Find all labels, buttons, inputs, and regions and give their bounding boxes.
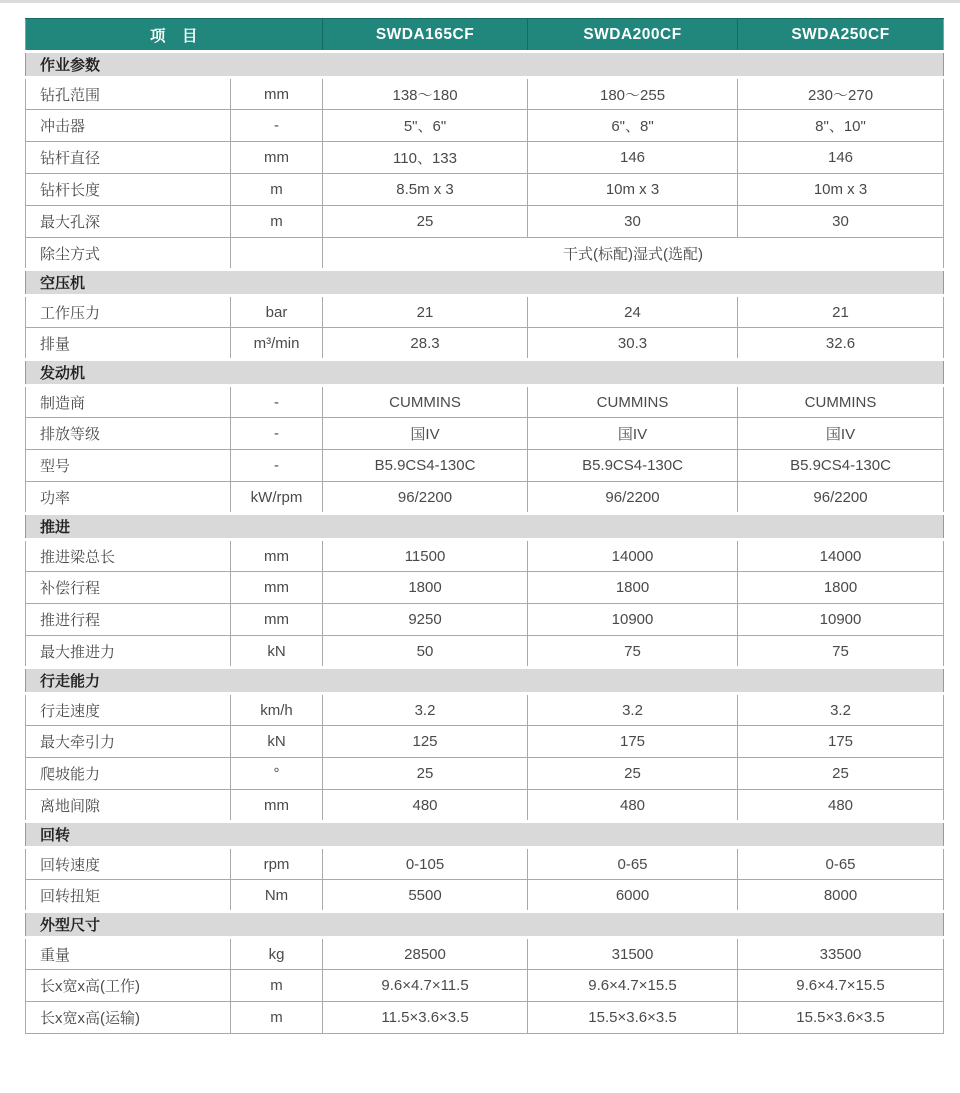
- spec-row: [26, 238, 944, 270]
- spec-value-model-1: 1800: [323, 572, 528, 604]
- spec-item-name: 行走速度: [26, 694, 231, 726]
- spec-value-model-2: 3.2: [528, 694, 738, 726]
- spec-value-model-3: 75: [738, 636, 944, 668]
- spec-unit: -: [231, 110, 323, 142]
- spec-value-model-3: 10900: [738, 604, 944, 636]
- spec-value-model-1: 96/2200: [323, 482, 528, 514]
- spec-value-model-1: 国IV: [323, 418, 528, 450]
- spec-item-name: 离地间隙: [26, 790, 231, 822]
- spec-unit: mm: [231, 142, 323, 174]
- spec-value-model-3: 21: [738, 296, 944, 328]
- header-row: [26, 19, 944, 52]
- spec-value-model-3: 25: [738, 758, 944, 790]
- spec-value-model-1: 9250: [323, 604, 528, 636]
- section-header-row: [26, 514, 944, 540]
- spec-unit: mm: [231, 790, 323, 822]
- spec-value-model-3: 15.5×3.6×3.5: [738, 1002, 944, 1034]
- spec-value-model-2: 0-65: [528, 848, 738, 880]
- spec-value-model-3: 8"、10": [738, 110, 944, 142]
- spec-row: [26, 296, 944, 328]
- spec-value-model-3: 14000: [738, 540, 944, 572]
- spec-value-model-1: 5"、6": [323, 110, 528, 142]
- spec-value-model-2: 180～255: [528, 78, 738, 110]
- spec-unit: m: [231, 174, 323, 206]
- spec-row: [26, 790, 944, 822]
- section-header-row: [26, 912, 944, 938]
- spec-row: [26, 970, 944, 1002]
- section-header-row: [26, 668, 944, 694]
- spec-unit: -: [231, 450, 323, 482]
- spec-unit: mm: [231, 540, 323, 572]
- spec-item-name: 钻杆长度: [26, 174, 231, 206]
- spec-row: [26, 174, 944, 206]
- spec-item-name: 推进行程: [26, 604, 231, 636]
- spec-value-model-3: 30: [738, 206, 944, 238]
- section-header-row: [26, 52, 944, 78]
- section-title: 回转: [26, 822, 944, 848]
- spec-item-name: 补偿行程: [26, 572, 231, 604]
- spec-unit: [231, 238, 323, 270]
- spec-unit: kW/rpm: [231, 482, 323, 514]
- section-title: 推进: [26, 514, 944, 540]
- spec-unit: -: [231, 418, 323, 450]
- spec-value-model-2: 25: [528, 758, 738, 790]
- spec-row: [26, 848, 944, 880]
- spec-unit: kN: [231, 636, 323, 668]
- spec-value-model-1: 110、133: [323, 142, 528, 174]
- section-title: 作业参数: [26, 52, 944, 78]
- spec-value-model-2: 1800: [528, 572, 738, 604]
- column-header-model-1: SWDA165CF: [323, 19, 528, 52]
- spec-value-model-2: 6000: [528, 880, 738, 912]
- spec-unit: m: [231, 206, 323, 238]
- spec-item-name: 排量: [26, 328, 231, 360]
- spec-row: [26, 328, 944, 360]
- spec-value-model-3: 175: [738, 726, 944, 758]
- spec-row: [26, 694, 944, 726]
- spec-unit: m³/min: [231, 328, 323, 360]
- spec-item-name: 钻杆直径: [26, 142, 231, 174]
- spec-value-model-1: 125: [323, 726, 528, 758]
- spec-row: [26, 938, 944, 970]
- spec-item-name: 功率: [26, 482, 231, 514]
- spec-value-model-2: 国IV: [528, 418, 738, 450]
- spec-value-span: 干式(标配)湿式(选配): [323, 238, 944, 270]
- spec-value-model-3: 国IV: [738, 418, 944, 450]
- spec-value-model-2: 175: [528, 726, 738, 758]
- spec-unit: Nm: [231, 880, 323, 912]
- spec-value-model-2: 146: [528, 142, 738, 174]
- spec-value-model-3: 230～270: [738, 78, 944, 110]
- spec-row: [26, 78, 944, 110]
- spec-row: [26, 1002, 944, 1034]
- spec-unit: kN: [231, 726, 323, 758]
- spec-item-name: 除尘方式: [26, 238, 231, 270]
- section-title: 行走能力: [26, 668, 944, 694]
- spec-table-header: [26, 19, 944, 52]
- spec-item-name: 钻孔范围: [26, 78, 231, 110]
- spec-unit: °: [231, 758, 323, 790]
- spec-value-model-1: 0-105: [323, 848, 528, 880]
- spec-value-model-1: 11.5×3.6×3.5: [323, 1002, 528, 1034]
- spec-item-name: 最大推进力: [26, 636, 231, 668]
- spec-value-model-3: 0-65: [738, 848, 944, 880]
- spec-unit: mm: [231, 78, 323, 110]
- spec-item-name: 冲击器: [26, 110, 231, 142]
- spec-row: [26, 758, 944, 790]
- spec-item-name: 制造商: [26, 386, 231, 418]
- spec-value-model-3: 96/2200: [738, 482, 944, 514]
- spec-value-model-3: 8000: [738, 880, 944, 912]
- spec-unit: m: [231, 970, 323, 1002]
- spec-row: [26, 206, 944, 238]
- spec-value-model-3: 32.6: [738, 328, 944, 360]
- spec-unit: bar: [231, 296, 323, 328]
- spec-value-model-3: 9.6×4.7×15.5: [738, 970, 944, 1002]
- spec-table: [25, 18, 944, 1034]
- spec-value-model-1: 28.3: [323, 328, 528, 360]
- spec-item-name: 型号: [26, 450, 231, 482]
- spec-value-model-3: 480: [738, 790, 944, 822]
- spec-item-name: 回转扭矩: [26, 880, 231, 912]
- spec-value-model-3: 146: [738, 142, 944, 174]
- spec-item-name: 爬坡能力: [26, 758, 231, 790]
- spec-unit: mm: [231, 604, 323, 636]
- spec-item-name: 长x宽x高(工作): [26, 970, 231, 1002]
- spec-item-name: 排放等级: [26, 418, 231, 450]
- spec-row: [26, 142, 944, 174]
- spec-row: [26, 572, 944, 604]
- spec-value-model-2: 96/2200: [528, 482, 738, 514]
- spec-value-model-2: 10900: [528, 604, 738, 636]
- spec-item-name: 推进梁总长: [26, 540, 231, 572]
- spec-row: [26, 450, 944, 482]
- spec-value-model-2: 31500: [528, 938, 738, 970]
- spec-row: [26, 418, 944, 450]
- spec-value-model-1: 3.2: [323, 694, 528, 726]
- spec-row: [26, 540, 944, 572]
- spec-row: [26, 386, 944, 418]
- spec-value-model-2: 15.5×3.6×3.5: [528, 1002, 738, 1034]
- spec-value-model-1: 11500: [323, 540, 528, 572]
- section-title: 发动机: [26, 360, 944, 386]
- section-title: 空压机: [26, 270, 944, 296]
- section-title: 外型尺寸: [26, 912, 944, 938]
- spec-value-model-3: 1800: [738, 572, 944, 604]
- spec-value-model-2: 9.6×4.7×15.5: [528, 970, 738, 1002]
- spec-unit: mm: [231, 572, 323, 604]
- spec-row: [26, 880, 944, 912]
- spec-row: [26, 636, 944, 668]
- spec-value-model-3: CUMMINS: [738, 386, 944, 418]
- column-header-model-2: SWDA200CF: [528, 19, 738, 52]
- spec-value-model-1: 9.6×4.7×11.5: [323, 970, 528, 1002]
- spec-item-name: 最大孔深: [26, 206, 231, 238]
- spec-value-model-1: B5.9CS4-130C: [323, 450, 528, 482]
- spec-value-model-1: 25: [323, 758, 528, 790]
- spec-item-name: 长x宽x高(运输): [26, 1002, 231, 1034]
- spec-item-name: 回转速度: [26, 848, 231, 880]
- spec-unit: -: [231, 386, 323, 418]
- spec-unit: kg: [231, 938, 323, 970]
- spec-item-name: 重量: [26, 938, 231, 970]
- spec-unit: m: [231, 1002, 323, 1034]
- column-header-model-3: SWDA250CF: [738, 19, 944, 52]
- spec-table-body: [26, 52, 944, 1034]
- spec-row: [26, 482, 944, 514]
- spec-value-model-2: 6"、8": [528, 110, 738, 142]
- spec-value-model-2: CUMMINS: [528, 386, 738, 418]
- spec-value-model-1: 50: [323, 636, 528, 668]
- spec-unit: rpm: [231, 848, 323, 880]
- spec-value-model-1: 28500: [323, 938, 528, 970]
- spec-value-model-1: 21: [323, 296, 528, 328]
- column-header-item: 项 目: [26, 19, 323, 52]
- spec-row: [26, 110, 944, 142]
- spec-row: [26, 726, 944, 758]
- spec-value-model-2: 480: [528, 790, 738, 822]
- spec-value-model-1: 5500: [323, 880, 528, 912]
- spec-item-name: 工作压力: [26, 296, 231, 328]
- section-header-row: [26, 270, 944, 296]
- spec-value-model-2: B5.9CS4-130C: [528, 450, 738, 482]
- spec-value-model-2: 14000: [528, 540, 738, 572]
- spec-item-name: 最大牵引力: [26, 726, 231, 758]
- spec-value-model-2: 24: [528, 296, 738, 328]
- spec-value-model-3: B5.9CS4-130C: [738, 450, 944, 482]
- spec-value-model-3: 33500: [738, 938, 944, 970]
- spec-value-model-3: 10m x 3: [738, 174, 944, 206]
- spec-value-model-1: 138～180: [323, 78, 528, 110]
- section-header-row: [26, 360, 944, 386]
- section-header-row: [26, 822, 944, 848]
- spec-value-model-3: 3.2: [738, 694, 944, 726]
- spec-value-model-2: 10m x 3: [528, 174, 738, 206]
- spec-unit: km/h: [231, 694, 323, 726]
- spec-value-model-1: 25: [323, 206, 528, 238]
- spec-value-model-1: 8.5m x 3: [323, 174, 528, 206]
- top-divider-strip: [0, 0, 960, 3]
- spec-value-model-1: CUMMINS: [323, 386, 528, 418]
- spec-value-model-2: 30: [528, 206, 738, 238]
- spec-value-model-2: 75: [528, 636, 738, 668]
- spec-value-model-2: 30.3: [528, 328, 738, 360]
- spec-row: [26, 604, 944, 636]
- spec-value-model-1: 480: [323, 790, 528, 822]
